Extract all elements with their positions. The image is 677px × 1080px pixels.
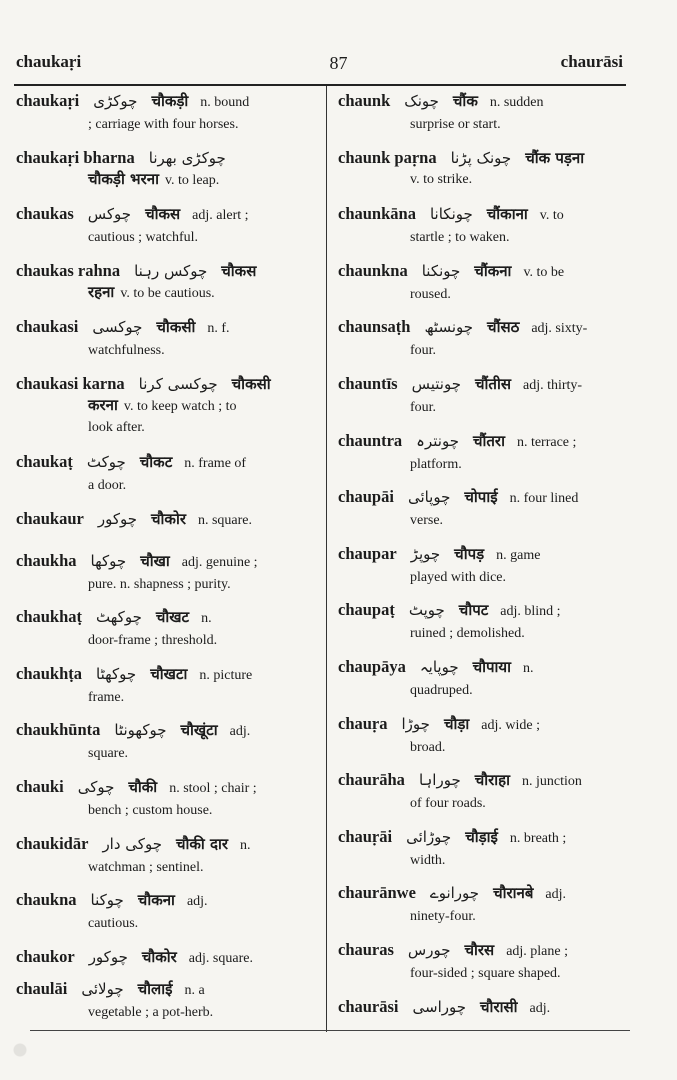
definition-continuation	[16, 169, 308, 191]
devanagari-script: चौपाया	[472, 657, 511, 676]
definition-start: n.	[240, 837, 251, 853]
urdu-script: چوکھا	[90, 551, 127, 570]
definition-text: watchfulness.	[88, 343, 165, 359]
urdu-script: چونتیس	[411, 374, 461, 393]
definition-continuation	[338, 284, 626, 305]
urdu-script: چونک	[404, 92, 439, 110]
left-column	[16, 90, 308, 1028]
headword: chauntīs	[338, 373, 398, 393]
entry-headline	[338, 203, 626, 227]
definition-start: adj. blind ;	[500, 604, 561, 620]
entry-headline	[16, 90, 308, 114]
devanagari-script: चौंतरा	[472, 431, 505, 450]
definition-continuation	[338, 793, 626, 814]
entry-headline	[338, 996, 626, 1020]
headword: chaukha	[16, 550, 77, 570]
definition-text: width.	[410, 852, 446, 868]
urdu-script: چوکس	[87, 205, 132, 224]
headword: chaunsaṭh	[338, 317, 411, 337]
dictionary-entry	[16, 550, 308, 607]
entry-headline	[338, 486, 626, 510]
urdu-script: چوکھونٹا	[114, 721, 167, 740]
headword: chaurānwe	[338, 883, 416, 903]
entry-headline	[338, 373, 626, 397]
urdu-script: چونسٹھ	[424, 318, 474, 337]
entry-headline	[338, 430, 626, 454]
entry-headline	[338, 713, 626, 737]
definition-text: frame.	[88, 689, 125, 705]
definition-continuation	[338, 680, 626, 701]
definition-start: n. square.	[197, 512, 253, 528]
dictionary-entry	[338, 147, 626, 204]
devanagari-script: चौराहा	[474, 771, 511, 790]
devanagari-script: चौंतीस	[474, 374, 511, 393]
urdu-script: چوکس رہنا	[134, 261, 208, 280]
urdu-script: چوڑائی	[406, 827, 452, 846]
definition-start: n. junction	[522, 774, 582, 790]
devanagari-script: चौड़ा	[443, 714, 470, 733]
definition-text: vegetable ; a pot-herb.	[88, 1004, 214, 1020]
definition-start: n. breath ;	[509, 830, 567, 846]
devanagari-script: चौखट	[155, 608, 190, 627]
definition-continuation	[16, 227, 308, 248]
devanagari-script: चौकसी	[231, 374, 271, 393]
definition-start: v. to	[539, 208, 564, 224]
urdu-script: چونترہ	[416, 431, 459, 450]
definition-start: n.	[201, 611, 212, 627]
definition-start: n. sudden	[489, 95, 544, 110]
entry-headline	[16, 719, 308, 743]
headword: chaurāsi	[338, 996, 399, 1016]
urdu-script: چوپائی	[407, 488, 451, 507]
headword: chaukaṛi	[16, 91, 80, 110]
header-left-guide-word: chaukaṛi	[16, 52, 82, 71]
dictionary-entry	[16, 833, 308, 890]
urdu-script: چوکی دار	[102, 834, 162, 853]
definition-continuation	[338, 227, 626, 248]
headword: chauṛāi	[338, 826, 393, 846]
headword: chaukaur	[16, 508, 84, 528]
definition-start: n. four lined	[509, 491, 579, 507]
definition-text: quadruped.	[410, 682, 473, 698]
definition-text: a door.	[88, 477, 127, 493]
dictionary-entry	[338, 373, 626, 430]
definition-continuation	[16, 630, 308, 651]
urdu-script: چوکسی	[92, 318, 143, 337]
dictionary-entry	[338, 656, 626, 713]
entry-headline	[16, 508, 308, 532]
definition-continuation	[16, 475, 308, 496]
definition-continuation	[338, 737, 626, 758]
definition-text: four-sided ; square shaped.	[410, 965, 561, 981]
dictionary-entry	[16, 508, 308, 550]
headword: chaunk	[338, 91, 391, 110]
definition-start: n. bound	[200, 95, 250, 110]
headword: chauki	[16, 776, 64, 796]
definition-continuation	[16, 857, 308, 878]
dictionary-entry	[338, 713, 626, 770]
definition-continuation	[16, 574, 308, 595]
definition-text: four.	[410, 399, 437, 415]
urdu-script: چوکی	[77, 777, 115, 796]
definition-start: n. frame of	[184, 455, 247, 471]
definition-start: adj.	[186, 894, 208, 910]
entry-headline	[338, 90, 626, 114]
definition-text: ; carriage with four horses.	[88, 117, 239, 132]
definition-text: bench ; custom house.	[88, 802, 213, 818]
definition-start: adj. genuine ;	[181, 554, 258, 570]
entry-headline	[16, 373, 308, 395]
definition-continuation	[338, 114, 626, 135]
devanagari-script: चौखूंटा	[180, 721, 218, 740]
definition-continuation	[338, 963, 626, 984]
headword: chaulāi	[16, 978, 68, 998]
definition-continuation	[338, 850, 626, 871]
entry-headline	[338, 656, 626, 680]
devanagari-script: चौंक पड़ना	[525, 148, 585, 167]
entry-headline	[16, 203, 308, 227]
dictionary-entry	[16, 946, 308, 978]
dictionary-entry	[16, 776, 308, 833]
entry-headline	[16, 978, 308, 1002]
urdu-script: چونکانا	[429, 205, 473, 224]
dictionary-entry	[338, 203, 626, 260]
urdu-script: چوڑا	[401, 714, 430, 733]
headword: chaukidār	[16, 833, 89, 853]
header-right-guide-word: chaurāsi	[560, 52, 623, 71]
urdu-script: چوکڑی	[93, 92, 138, 110]
devanagari-script: चौकस	[221, 261, 257, 280]
urdu-script: چوکھٹ	[96, 608, 142, 627]
definition-start: n. picture	[199, 667, 253, 683]
definition-continuation	[16, 395, 308, 417]
entry-headline	[338, 543, 626, 567]
urdu-script: چولائی	[81, 979, 124, 998]
definition-text: watchman ; sentinel.	[88, 859, 204, 875]
definition-start: adj.	[529, 1000, 551, 1016]
urdu-script: چونک پڑنا	[450, 148, 512, 167]
urdu-script: چوپٹ	[408, 601, 445, 620]
devanagari-script: चौकोर	[151, 509, 186, 528]
dictionary-entry	[16, 663, 308, 720]
definition-start: n. a	[184, 982, 205, 998]
entry-headline	[16, 606, 308, 630]
definition-text: cautious ; watchful.	[88, 230, 199, 246]
headword: chaukna	[16, 890, 77, 910]
dictionary-entry	[16, 719, 308, 776]
definition-text: door-frame ; threshold.	[88, 633, 218, 649]
headword: chaunkāna	[338, 204, 416, 224]
devanagari-script: चौकट	[139, 452, 173, 471]
definition-start: n. f.	[207, 321, 230, 337]
definition-text: verse.	[410, 513, 444, 529]
definition-continuation	[16, 800, 308, 821]
page-number: 87	[329, 53, 348, 73]
definition-text: square.	[88, 746, 129, 762]
entry-headline	[16, 833, 308, 857]
headword: chaunk paṛna	[338, 147, 437, 167]
headword: chaupar	[338, 543, 397, 563]
definition-text: v. to keep watch ; to	[123, 398, 237, 414]
urdu-script: چوکور	[97, 509, 138, 528]
devanagari-script: करना	[88, 395, 118, 414]
entry-headline	[16, 946, 308, 970]
devanagari-script: चौंकना	[474, 261, 512, 280]
headword: chaukor	[16, 946, 75, 966]
definition-text: v. to be cautious.	[120, 285, 215, 301]
definition-continuation	[16, 743, 308, 764]
definition-continuation	[338, 454, 626, 475]
devanagari-script: चौकस	[145, 205, 181, 224]
definition-start: adj.	[545, 887, 567, 903]
definition-continuation	[338, 340, 626, 361]
headword: chauntra	[338, 430, 403, 450]
entry-headline	[338, 316, 626, 340]
entry-headline	[16, 260, 308, 282]
entry-headline	[16, 316, 308, 340]
devanagari-script: चौकी दार	[175, 834, 228, 853]
dictionary-entry	[16, 203, 308, 260]
urdu-script: چوکنا	[90, 891, 124, 910]
headword: chaukas rahna	[16, 260, 121, 280]
definition-start: adj. sixty-	[531, 321, 588, 337]
entry-headline	[16, 451, 308, 475]
dictionary-entry	[16, 260, 308, 317]
definition-start: n. game	[496, 547, 541, 563]
entry-headline	[338, 260, 626, 284]
dictionary-entry	[338, 826, 626, 883]
headword: chauras	[338, 939, 394, 959]
definition-text: ruined ; demolished.	[410, 626, 525, 642]
dictionary-entry	[16, 90, 308, 147]
devanagari-script: चौकी	[128, 777, 158, 796]
dictionary-entry	[16, 451, 308, 508]
devanagari-script: चौकड़ी भरना	[88, 169, 159, 188]
devanagari-script: रहना	[88, 282, 115, 301]
dictionary-entry	[16, 889, 308, 946]
devanagari-script: चौरानबे	[493, 884, 534, 903]
definition-continuation	[16, 282, 308, 304]
devanagari-script: चौरस	[464, 940, 495, 959]
definition-start: n. stool ; chair ;	[169, 780, 257, 796]
dictionary-entry	[338, 599, 626, 656]
definition-text: broad.	[410, 739, 446, 755]
headword: chaukasi karna	[16, 373, 125, 393]
urdu-script: چورانوے	[429, 884, 480, 903]
dictionary-entry	[338, 260, 626, 317]
definition-text: platform.	[410, 456, 462, 472]
definition-text: ninety-four.	[410, 909, 476, 925]
headword: chaurāha	[338, 770, 405, 790]
definition-continuation	[16, 114, 308, 135]
definition-continuation	[16, 687, 308, 708]
paper-speck	[0, 1020, 60, 1080]
devanagari-script: चोपाई	[464, 488, 498, 507]
column-divider	[326, 86, 327, 1032]
headword: chaukhūnta	[16, 720, 101, 740]
devanagari-script: चौंकाना	[486, 205, 528, 224]
urdu-script: چوکسی کرنا	[138, 374, 218, 393]
urdu-script: چوکڑی بھرنا	[148, 148, 226, 167]
dictionary-entry	[16, 373, 308, 451]
definition-text: startle ; to waken.	[410, 230, 510, 246]
devanagari-script: चौकना	[137, 891, 175, 910]
headword: chaukasi	[16, 317, 79, 337]
definition-start: adj. square.	[188, 950, 253, 966]
dictionary-entry	[16, 147, 308, 204]
definition-start: n. terrace ;	[516, 434, 577, 450]
dictionary-entry	[16, 606, 308, 663]
headword: chaukhaṭ	[16, 607, 83, 627]
urdu-script: چوکٹ	[86, 452, 126, 471]
urdu-script: چوکور	[88, 947, 128, 966]
dictionary-entry	[338, 90, 626, 147]
headword: chaukhṭa	[16, 663, 83, 683]
definition-start: v. to be	[523, 264, 565, 280]
entry-headline	[16, 147, 308, 169]
entry-headline	[16, 776, 308, 800]
dictionary-entry	[338, 996, 626, 1053]
dictionary-entry	[338, 543, 626, 600]
definition-start: adj. alert ;	[192, 208, 249, 224]
entry-headline	[16, 550, 308, 574]
devanagari-script: चौंसठ	[487, 318, 520, 337]
devanagari-script: चौखा	[140, 551, 170, 570]
definition-text: look after.	[88, 419, 145, 435]
dictionary-entry	[338, 316, 626, 373]
definition-text: roused.	[410, 286, 451, 302]
definition-text: pure. n. shapness ; purity.	[88, 576, 231, 592]
entry-headline	[338, 882, 626, 906]
definition-start: adj.	[229, 724, 251, 740]
devanagari-script: चौड़ाई	[465, 827, 498, 846]
definition-text: of four roads.	[410, 796, 486, 812]
definition-text: v. to strike.	[410, 171, 473, 187]
definition-start: adj. plane ;	[506, 943, 568, 959]
dictionary-entry	[338, 430, 626, 487]
definition-continuation	[16, 417, 308, 438]
devanagari-script: चौखटा	[150, 664, 188, 683]
headword: chaunkna	[338, 260, 408, 280]
urdu-script: چوپڑ	[410, 544, 441, 563]
definition-text: played with dice.	[410, 569, 507, 585]
right-column	[338, 90, 626, 1052]
definition-start: adj. wide ;	[481, 717, 540, 733]
dictionary-entry	[338, 769, 626, 826]
dictionary-entry	[338, 882, 626, 939]
headword: chaupāya	[338, 656, 406, 676]
headword: chaukaṭ	[16, 451, 73, 471]
dictionary-entry	[338, 939, 626, 996]
definition-continuation	[338, 169, 626, 190]
devanagari-script: चौकोर	[141, 947, 177, 966]
devanagari-script: चौलाई	[137, 979, 173, 998]
headword: chaukaṛi bharna	[16, 147, 135, 167]
headword: chaupāi	[338, 487, 394, 507]
definition-continuation	[338, 623, 626, 644]
devanagari-script: चौपट	[458, 601, 489, 620]
definition-start: n.	[523, 660, 534, 676]
urdu-script: چورس	[407, 940, 451, 959]
headword: chaupaṭ	[338, 600, 395, 620]
entry-headline	[338, 769, 626, 793]
definition-continuation	[16, 340, 308, 361]
devanagari-script: चौंक	[452, 92, 478, 110]
definition-text: cautious.	[88, 916, 139, 932]
devanagari-script: चौकड़ी	[151, 92, 189, 110]
urdu-script: چوپایہ	[419, 657, 459, 676]
devanagari-script: चौरासी	[480, 997, 518, 1016]
entry-headline	[338, 826, 626, 850]
devanagari-script: चौकसी	[156, 318, 196, 337]
header-rule	[14, 84, 626, 86]
definition-text: four.	[410, 343, 437, 359]
urdu-script: چونکنا	[421, 261, 461, 280]
urdu-script: چوکھٹا	[96, 664, 137, 683]
urdu-script: چوراہا	[418, 771, 461, 790]
entry-headline	[338, 147, 626, 169]
entry-headline	[16, 663, 308, 687]
headword: chauṛa	[338, 713, 388, 733]
definition-text: surprise or start.	[410, 117, 501, 132]
entry-headline	[16, 889, 308, 913]
definition-continuation	[338, 567, 626, 588]
definition-continuation	[16, 913, 308, 934]
devanagari-script: चौपड़	[454, 544, 485, 563]
entry-headline	[338, 939, 626, 963]
headword: chaukas	[16, 204, 74, 224]
definition-start: adj. thirty-	[522, 377, 583, 393]
entry-headline	[338, 599, 626, 623]
definition-text: v. to leap.	[164, 172, 220, 188]
definition-continuation	[338, 906, 626, 927]
dictionary-entry	[16, 316, 308, 373]
dictionary-entry	[338, 486, 626, 543]
definition-continuation	[338, 397, 626, 418]
urdu-script: چوراسی	[412, 997, 467, 1016]
definition-continuation	[338, 510, 626, 531]
